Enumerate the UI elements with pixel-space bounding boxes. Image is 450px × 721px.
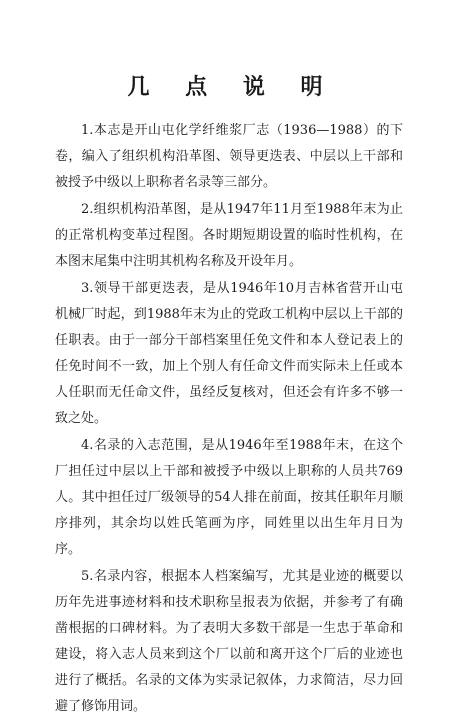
note-paragraph-5: 5.名录内容，根据本人档案编写，尤其是业迹的概要以历年先进事迹材料和技术职称呈报表为依据，并参考了有确凿根据的口碑材料。为了表明大多数干部是一生忠于革命和建设，将入志人员来到这个厂以前和离开这个厂后的业迹也进行了概括。名录的文体为实录记叙体，力求简洁，尽力回避了修饰用词。 <box>55 569 403 714</box>
notes-body <box>55 118 403 721</box>
page-title: 几 点 说 明 <box>127 75 337 100</box>
note-paragraph-4: 4.名录的入志范围，是从1946年至1988年末，在这个厂担任过中层以上干部和被授予中级以上职称的人员共769人。其中担任过厂级领导的54人排在前面，按其任职年月顺序排列，其余均以姓氏笔画为序，同姓里以出生年月日为序。 <box>55 438 403 557</box>
note-paragraph-2: 2.组织机构沿革图，是从1947年11月至1988年末为止的正常机构变革过程图。各时期短期设置的临时性机构，在本图末尾集中注明其机构名称及开设年月。 <box>55 202 403 269</box>
note-paragraph-3: 3.领导干部更迭表，是从1946年10月吉林省营开山屯机械厂时起，到1988年末为止的党政工机构中层以上干部的任职表。由于一部分干部档案里任免文件和本人登记表上的任免时间不一致，加上个别人有任命文件而实际未上任或本人任职而无任命文件，虽经反复核对，但还会有许多不够一致之处。 <box>55 281 403 426</box>
note-paragraph-1: 1.本志是开山屯化学纤维浆厂志（1936—1988）的下卷，编入了组织机构沿革图、领导更迭表、中层以上干部和被授予中级以上职称者名录等三部分。 <box>55 123 403 190</box>
